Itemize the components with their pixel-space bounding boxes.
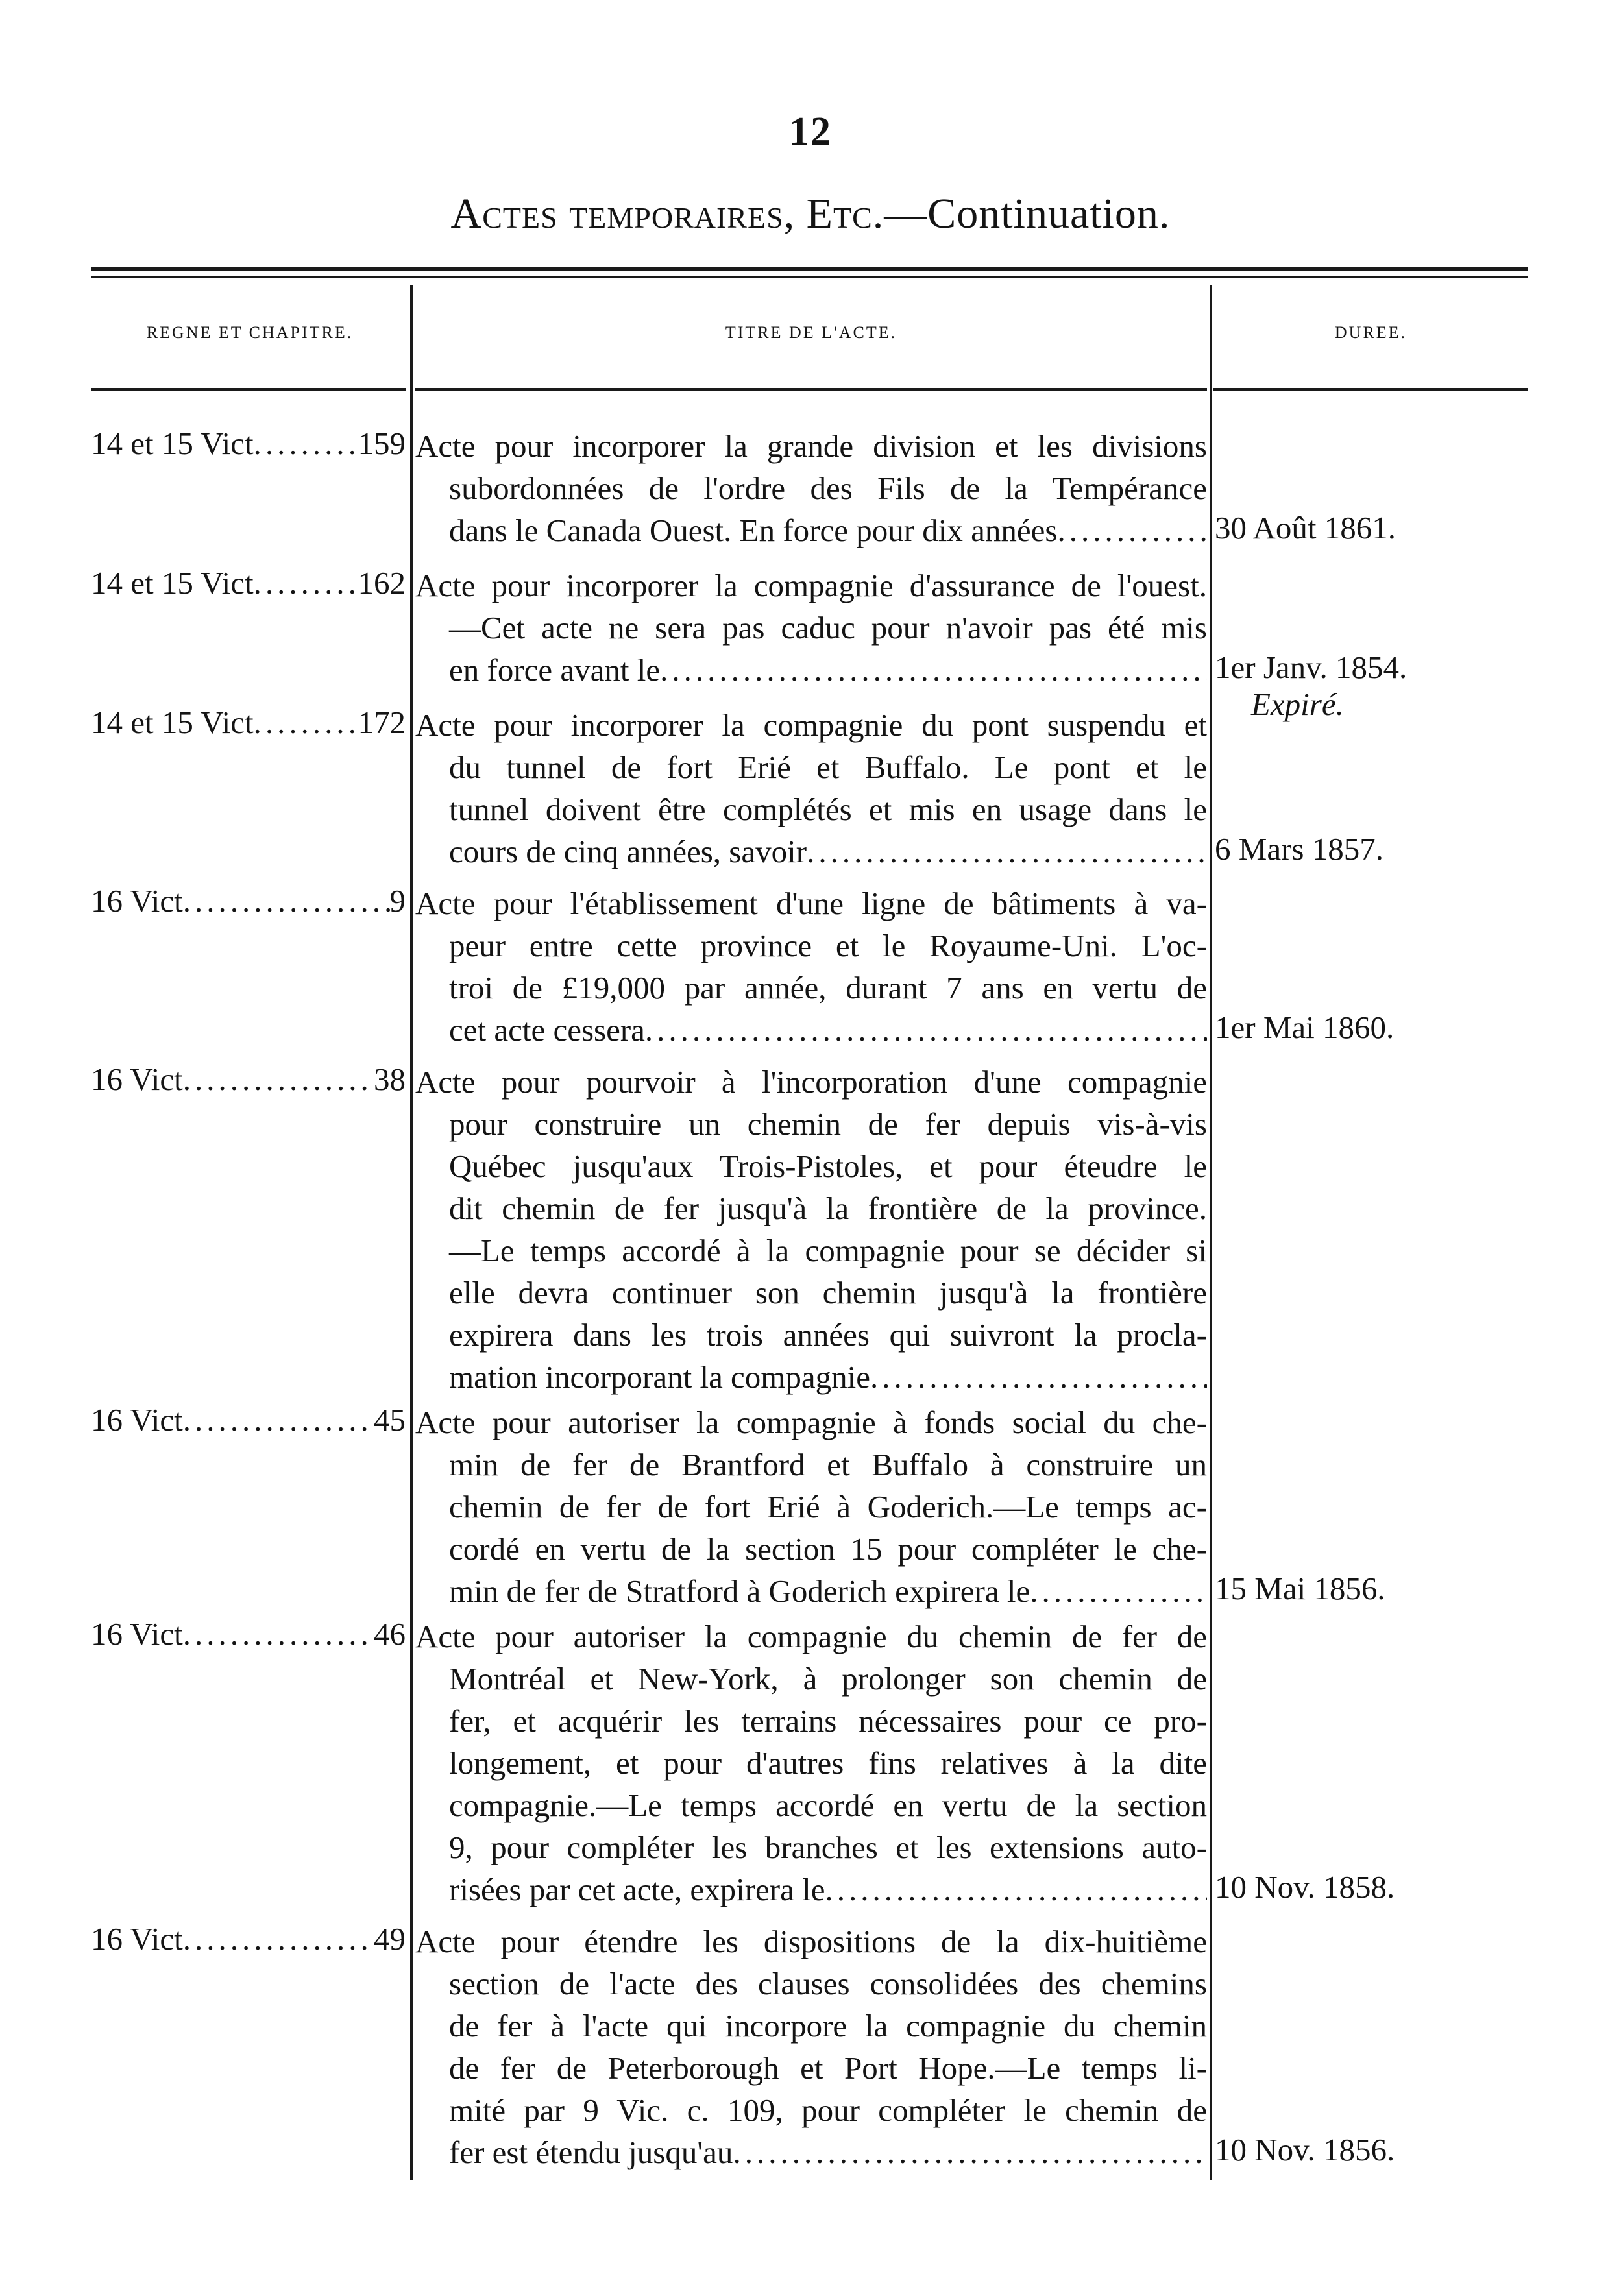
duration-value: 30 Août 1861. <box>1215 510 1396 546</box>
act-title-line: —Le temps accordé à la compagnie pour se décider si <box>449 1233 1207 1268</box>
reign-label: 16 Vict <box>91 1616 183 1652</box>
reign-label: 14 et 15 Vict <box>91 565 254 601</box>
act-title-line: Montréal et New-York, à prolonger son chemin de <box>449 1661 1207 1697</box>
reign-label: 14 et 15 Vict <box>91 426 254 461</box>
page-title <box>0 189 1621 239</box>
duration-value: 10 Nov. 1856. <box>1215 2132 1395 2168</box>
duration-date <box>1215 2131 1395 2168</box>
dot-leader <box>645 1009 1207 1051</box>
act-title-line: Acte pour autoriser la compagnie du chemin de fer de <box>415 1619 1207 1654</box>
act-title-line <box>415 1868 1207 1911</box>
act-title-text: en force avant le <box>449 652 661 688</box>
dot-leader <box>183 1061 374 1098</box>
column-header-title: TITRE DE L'ACTE. <box>725 323 897 342</box>
dot-leader <box>254 425 358 462</box>
chapter-number: 45 <box>374 1402 406 1438</box>
duration-date <box>1215 1570 1385 1607</box>
act-title-line: longement, et pour d'autres fins relatives à la dite <box>449 1745 1207 1781</box>
act-title-line: expirera dans les trois années qui suivront la procla- <box>449 1317 1207 1353</box>
chapter-number: 162 <box>358 565 406 601</box>
column-divider-right <box>1210 285 1212 2180</box>
act-title-line <box>415 1570 1207 1612</box>
chapter-number: 46 <box>374 1616 406 1652</box>
act-title-line: —Cet acte ne sera pas caduc pour n'avoir pas été mis <box>449 610 1207 646</box>
dot-leader <box>254 564 358 601</box>
dot-leader <box>733 2131 1207 2173</box>
title-main: Actes temporaires, Etc. <box>450 190 884 237</box>
dot-leader <box>183 1920 374 1957</box>
duration-date <box>1215 1868 1395 1905</box>
act-title-line <box>415 1009 1207 1051</box>
chapter-number: 9 <box>389 883 406 919</box>
chapter-number: 38 <box>374 1061 406 1097</box>
act-title-text: cet acte cessera <box>449 1012 645 1048</box>
duration-value: 1er Mai 1860. <box>1215 1009 1395 1045</box>
act-title-line: elle devra continuer son chemin jusqu'à la frontière <box>449 1275 1207 1311</box>
duration-note: Expiré. <box>1251 686 1344 722</box>
act-title-line: pour construire un chemin de fer depuis vis-à-vis <box>449 1106 1207 1142</box>
act-title-text: cours de cinq années, savoir <box>449 834 807 869</box>
act-title-line: cordé en vertu de la section 15 pour compléter le che- <box>449 1531 1207 1567</box>
header-rule-top <box>91 267 1528 271</box>
act-title-text: dans le Canada Ouest. En force pour dix années <box>449 513 1058 548</box>
dot-leader <box>183 1401 374 1438</box>
act-title <box>415 882 1207 1051</box>
act-title-line: subordonnées de l'ordre des Fils de la Tempérance <box>449 470 1207 506</box>
column-underline-duration <box>1213 388 1528 391</box>
duration-value: 6 Mars 1857. <box>1215 831 1383 867</box>
dot-leader <box>183 882 390 919</box>
reign-label: 16 Vict <box>91 883 183 919</box>
act-title-line: Acte pour incorporer la compagnie du pont suspendu et <box>415 707 1207 743</box>
reign-label: 16 Vict <box>91 1921 183 1957</box>
act-title-line: compagnie.—Le temps accordé en vertu de la section <box>449 1787 1207 1823</box>
reign-label: 14 et 15 Vict <box>91 705 254 740</box>
column-header-reign: REGNE ET CHAPITRE. <box>146 323 354 342</box>
act-title-line: min de fer de Brantford et Buffalo à construire un <box>449 1447 1207 1482</box>
column-underline-reign <box>91 388 406 391</box>
duration-value: 1er Janv. 1854. <box>1215 649 1408 685</box>
act-title-line: troi de £19,000 par année, durant 7 ans en vertu de <box>449 970 1207 1006</box>
act-title <box>415 1061 1207 1398</box>
act-title-line: de fer à l'acte qui incorpore la compagnie du chemin <box>449 2008 1207 2044</box>
act-title <box>415 1615 1207 1911</box>
dot-leader <box>660 649 1207 691</box>
header-rule-bottom <box>91 276 1528 278</box>
act-title-text: mation incorporant la compagnie <box>449 1359 871 1395</box>
dot-leader <box>1057 509 1207 551</box>
act-title-line: chemin de fer de fort Erié à Goderich.—Le temps ac- <box>449 1489 1207 1525</box>
act-title-line: fer, et acquérir les terrains nécessaires pour ce pro- <box>449 1703 1207 1739</box>
reign-chapter <box>91 1401 406 1438</box>
act-title-line: Acte pour incorporer la compagnie d'assurance de l'ouest. <box>415 568 1207 603</box>
chapter-number: 49 <box>374 1921 406 1957</box>
act-title <box>415 425 1207 551</box>
duration-date <box>1215 509 1396 546</box>
act-title-line: de fer de Peterborough et Port Hope.—Le temps li- <box>449 2050 1207 2086</box>
act-title-line: tunnel doivent être complétés et mis en usage dans le <box>449 792 1207 827</box>
reign-chapter <box>91 1061 406 1098</box>
dot-leader <box>870 1356 1207 1398</box>
column-underline-title <box>415 388 1207 391</box>
act-title-line: Québec jusqu'aux Trois-Pistoles, et pour éteudre le <box>449 1148 1207 1184</box>
reign-chapter <box>91 564 406 601</box>
act-title-line: Acte pour étendre les dispositions de la dix-huitième <box>415 1924 1207 1959</box>
reign-label: 16 Vict <box>91 1402 183 1438</box>
act-title <box>415 564 1207 691</box>
dot-leader <box>807 830 1207 873</box>
act-title-line: section de l'acte des clauses consolidées des chemins <box>449 1966 1207 2001</box>
act-title-line: dit chemin de fer jusqu'à la frontière de la province. <box>449 1190 1207 1226</box>
act-title-line: peur entre cette province et le Royaume-Uni. L'oc- <box>449 928 1207 963</box>
dot-leader <box>825 1868 1207 1911</box>
act-title-line: Acte pour autoriser la compagnie à fonds social du che- <box>415 1405 1207 1440</box>
act-title-line: Acte pour pourvoir à l'incorporation d'une compagnie <box>415 1064 1207 1100</box>
act-title <box>415 1401 1207 1612</box>
reign-chapter <box>91 1920 406 1957</box>
chapter-number: 159 <box>358 426 406 461</box>
duration-value: 15 Mai 1856. <box>1215 1571 1385 1606</box>
reign-label: 16 Vict <box>91 1061 183 1097</box>
page-number: 12 <box>789 110 832 154</box>
chapter-number: 172 <box>358 705 406 740</box>
act-title-line: 9, pour compléter les branches et les extensions auto- <box>449 1830 1207 1865</box>
act-title-line <box>415 830 1207 873</box>
reign-chapter <box>91 882 406 919</box>
reign-chapter <box>91 425 406 462</box>
reign-chapter <box>91 1615 406 1652</box>
act-title-line: Acte pour incorporer la grande division et les divisions <box>415 428 1207 464</box>
duration-date <box>1215 649 1407 723</box>
act-title <box>415 704 1207 873</box>
dot-leader <box>254 704 358 741</box>
duration-date <box>1215 830 1383 867</box>
act-title-line <box>415 2131 1207 2173</box>
act-title-line <box>415 1356 1207 1398</box>
act-title-text: min de fer de Stratford à Goderich expirera le <box>449 1573 1030 1609</box>
act-title-line <box>415 649 1207 691</box>
act-title-text: fer est étendu jusqu'au <box>449 2134 733 2170</box>
title-continuation: —Continuation. <box>884 190 1171 237</box>
dot-leader <box>1030 1570 1207 1612</box>
act-title-line <box>415 509 1207 551</box>
duration-value: 10 Nov. 1858. <box>1215 1869 1395 1905</box>
dot-leader <box>183 1615 374 1652</box>
act-title-text: risées par cet acte, expirera le <box>449 1872 825 1907</box>
duration-date <box>1215 1009 1394 1046</box>
act-title-line: Acte pour l'établissement d'une ligne de bâtiments à va- <box>415 886 1207 921</box>
column-header-duration: DUREE. <box>1334 323 1408 342</box>
act-title <box>415 1920 1207 2173</box>
act-title-line: du tunnel de fort Erié et Buffalo. Le pont et le <box>449 749 1207 785</box>
column-divider-left <box>410 285 413 2180</box>
reign-chapter <box>91 704 406 741</box>
act-title-line: mité par 9 Vic. c. 109, pour compléter le chemin de <box>449 2092 1207 2128</box>
